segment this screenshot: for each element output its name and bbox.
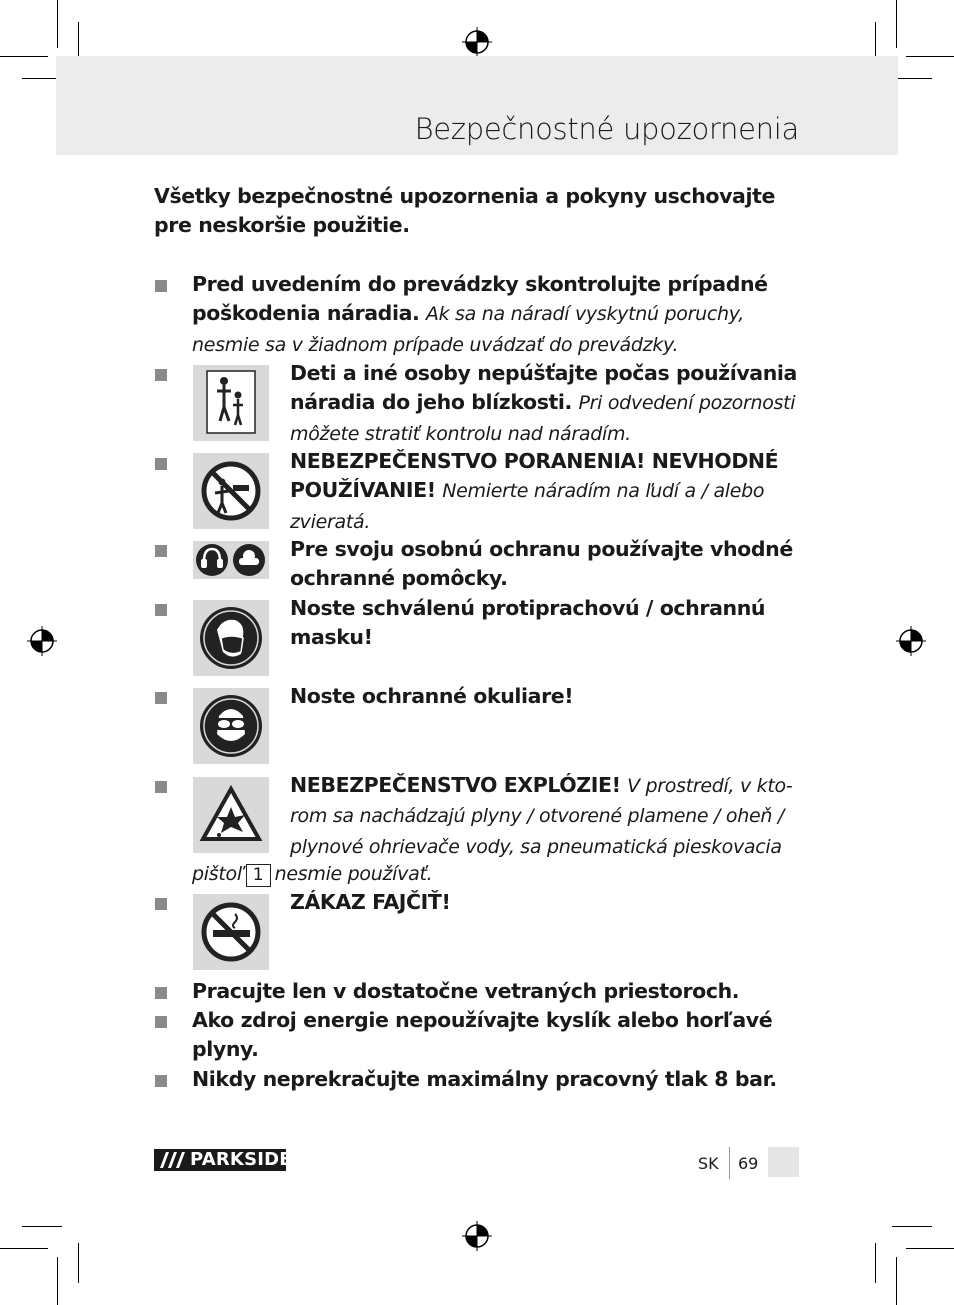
bullet [155,898,167,910]
crop-mark [896,1257,897,1305]
footer-divider [729,1147,730,1179]
crop-mark [0,56,48,57]
crop-mark [892,78,932,79]
bullet [155,545,167,557]
crop-mark [57,1257,58,1305]
list-item: Deti a iné osoby nepúšťajte počas používania náradia do jeho blízkosti. Pri odvedení pozornosti môžete stratiť kontrolu nad náradím. [290,361,797,445]
crop-mark [892,1226,932,1227]
bullet [155,692,167,704]
page-number: 69 [738,1154,759,1173]
reference-number: 1 [246,864,271,887]
crop-mark [875,1243,876,1283]
do-not-aim-at-people-icon [193,453,269,529]
crop-mark [22,1226,62,1227]
list-item: Pracujte len v dostatočne vetraných priestoroch. [192,979,740,1003]
crop-mark [57,0,58,48]
bullet [155,369,167,381]
parkside-logo [154,1149,292,1171]
registration-mark-icon [462,27,492,57]
bullet [155,781,167,793]
dust-mask-icon [193,600,269,676]
bullet [155,280,167,292]
no-smoking-icon [193,894,269,970]
registration-mark-icon [896,626,926,656]
page-title: Bezpečnostné upozornenia [414,112,799,146]
explosion-warning-icon [193,777,269,853]
footer-tab [768,1147,799,1177]
list-item: Nikdy neprekračujte maximálny pracovný tlak 8 bar. [192,1067,777,1091]
crop-mark [896,0,897,48]
list-item: Pred uvedením do prevádzky skontrolujte prípadné poškodenia náradia. Ak sa na náradí vyskytnú poruchy, nesmie sa v žiadnom prípade uvádzať do prevádzky. [192,272,768,356]
registration-mark-icon [27,626,57,656]
bullet [155,987,167,999]
list-item: NEBEZPEČENSTVO PORANENIA! NEVHODNÉ POUŽÍVANIE! Nemierte náradím na ľudí a / alebo zvieratá. [290,449,779,533]
crop-mark [906,56,954,57]
list-item: ZÁKAZ FAJČIŤ! [290,890,451,914]
registration-mark-icon [462,1221,492,1251]
bullet [155,458,167,470]
list-item: Noste schválenú protiprachovú / ochrannú masku! [290,596,766,650]
hearing-and-eye-protection-icon [193,541,269,579]
list-item: Ako zdroj energie nepoužívajte kyslík alebo horľavé plyny. [192,1008,773,1062]
list-item: Pre svoju osobnú ochranu používajte vhodné ochranné pomôcky. [290,537,793,591]
safety-goggles-icon [193,688,269,764]
language-code: SK [698,1154,719,1173]
crop-mark [906,1248,954,1249]
bullet [155,1016,167,1028]
list-item-continuation: pištoľ 1 nesmie používať. [192,863,433,885]
list-item: NEBEZPEČENSTVO EXPLÓZIE! V prostredí, v kto- rom sa nachádzajú plyny / otvorené plamene / oheň / plynové ohrievače vody, sa pneumatická pieskovacia [290,773,793,858]
bullet [155,1075,167,1087]
crop-mark [0,1248,48,1249]
intro-text: Všetky bezpečnostné upozornenia a pokyny uschovajte pre neskoršie použitie. [154,184,775,238]
keep-children-away-icon [193,365,269,441]
crop-mark [78,1243,79,1283]
list-item: Noste ochranné okuliare! [290,684,574,708]
brand-name: PARKSIDE [190,1149,292,1170]
bullet [155,604,167,616]
